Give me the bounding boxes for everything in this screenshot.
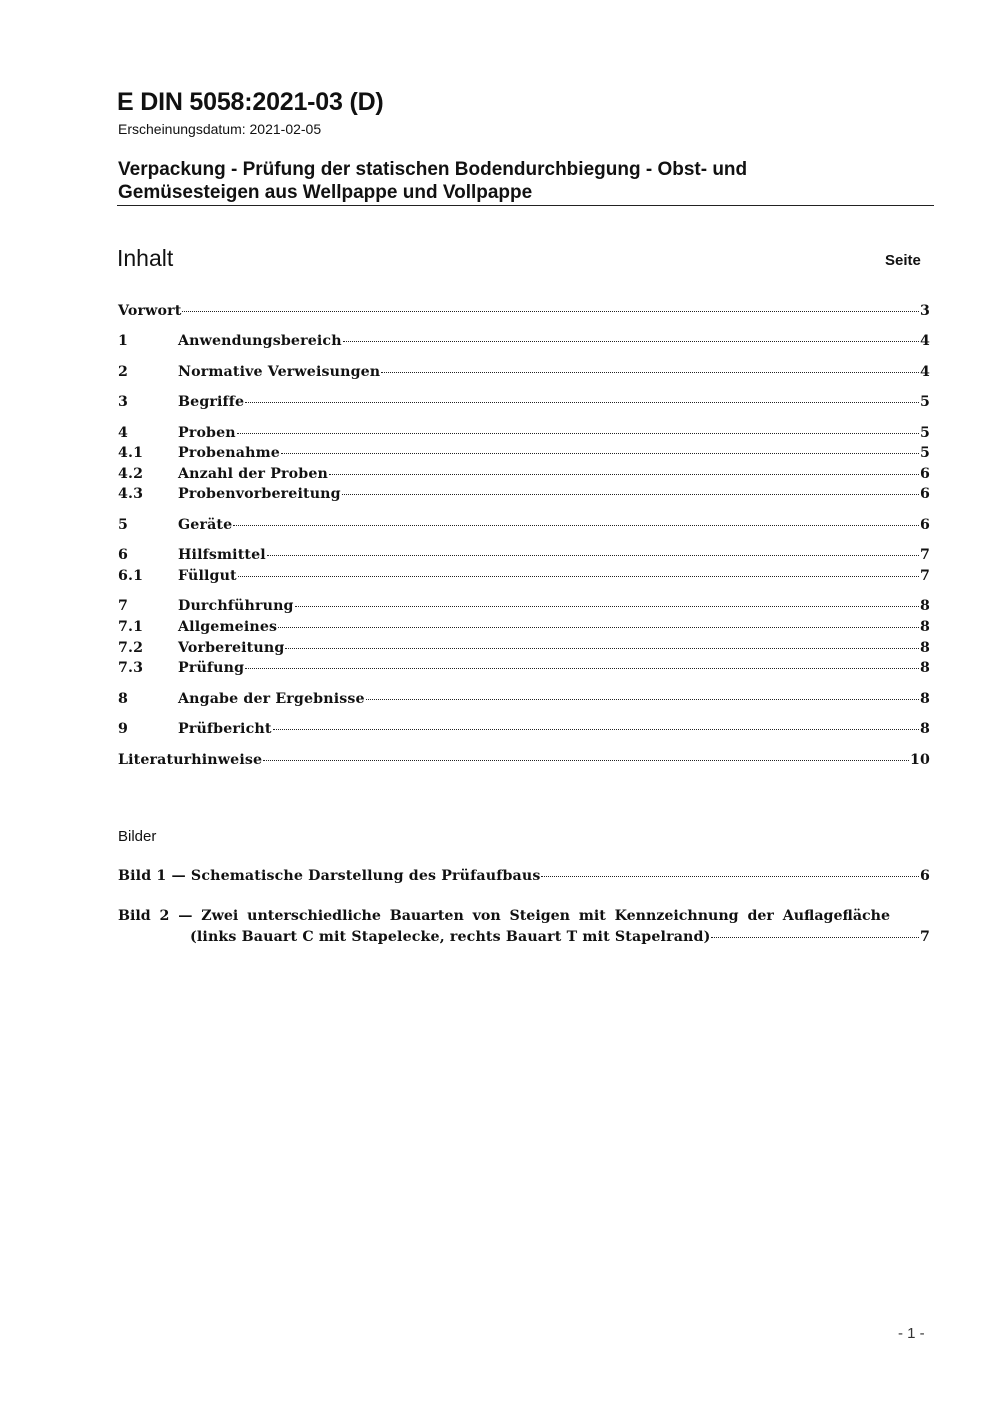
toc-entry-title: Anzahl der Proben: [178, 466, 328, 482]
toc-entry-title: Anwendungsbereich: [178, 333, 342, 349]
toc-entry-number: 7.2: [118, 640, 144, 656]
figures-heading: Bilder: [118, 828, 157, 845]
figure-entry-1[interactable]: [118, 868, 930, 888]
toc-leader: [343, 341, 919, 342]
toc-leader: [233, 525, 919, 526]
toc-entry-3[interactable]: [118, 394, 930, 414]
toc-entry-title: Normative Verweisungen: [178, 364, 381, 380]
toc-leader: [278, 627, 919, 628]
toc-entry-title: Geräte: [178, 517, 233, 533]
toc-leader: [267, 555, 919, 556]
toc-entry-title: Vorwort: [118, 303, 182, 319]
toc-entry-number: 1: [118, 333, 129, 349]
toc-leader: [295, 606, 919, 607]
document-id: E DIN 5058:2021-03 (D): [117, 88, 384, 116]
toc-leader: [263, 760, 909, 761]
toc-leader: [711, 937, 919, 938]
toc-leader: [342, 494, 919, 495]
toc-leader: [182, 311, 919, 312]
publication-date: Erscheinungsdatum: 2021-02-05: [118, 121, 322, 137]
toc-entry-title: Durchführung: [178, 598, 294, 614]
toc-entry-2[interactable]: [118, 364, 930, 384]
title-divider: [117, 205, 934, 206]
document-title-line-1: Verpackung - Prüfung der statischen Bodendurchbiegung - Obst- und: [118, 159, 748, 180]
toc-entry-title: Probenvorbereitung: [178, 486, 341, 502]
toc-entry-number: 2: [118, 364, 129, 380]
toc-leader: [541, 876, 919, 877]
toc-entry-vorwort[interactable]: [118, 303, 930, 323]
figure-entry-2-line-1[interactable]: Bild 2 — Zwei unterschiedliche Bauarten von Steigen mit Kennzeichnung der Auflagefläche: [118, 908, 890, 924]
toc-entry-page: 6: [919, 466, 930, 482]
page-number: - 1 -: [898, 1325, 925, 1342]
figure-entry-title: Bild 1 — Schematische Darstellung des Prüfaufbaus: [118, 868, 541, 884]
toc-entry-page: 5: [919, 445, 930, 461]
toc-entry-title: Prüfbericht: [178, 721, 272, 737]
toc-entry-page: 10: [909, 752, 930, 768]
toc-entry-page: 4: [919, 333, 930, 349]
toc-entry-4[interactable]: [118, 425, 930, 445]
toc-entry-page: 6: [919, 486, 930, 502]
toc-entry-title: Literaturhinweise: [118, 752, 263, 768]
toc-entry-number: 4.3: [118, 486, 144, 502]
toc-entry-title: Probenahme: [178, 445, 280, 461]
toc-entry-title: Vorbereitung: [178, 640, 285, 656]
toc-entry-page: 7: [919, 547, 930, 563]
toc-entry-page: 5: [919, 394, 930, 410]
figure-entry-title-continuation: (links Bauart C mit Stapelecke, rechts Bauart T mit Stapelrand): [190, 929, 711, 945]
toc-leader: [281, 453, 919, 454]
toc-entry-4-2[interactable]: [118, 466, 930, 486]
toc-leader: [366, 699, 919, 700]
toc-entry-6[interactable]: [118, 547, 930, 567]
toc-entry-page: 5: [919, 425, 930, 441]
toc-entry-7-1[interactable]: [118, 619, 930, 639]
toc-entry-4-1[interactable]: [118, 445, 930, 465]
toc-entry-7[interactable]: [118, 598, 930, 618]
toc-entry-number: 4: [118, 425, 129, 441]
toc-page-column-label: Seite: [885, 252, 921, 269]
toc-entry-title: Füllgut: [178, 568, 237, 584]
document-title-line-2: Gemüsesteigen aus Wellpappe und Vollpappe: [118, 182, 533, 203]
toc-entry-page: 8: [919, 660, 930, 676]
toc-entry-number: 6.1: [118, 568, 144, 584]
toc-entry-page: 8: [919, 619, 930, 635]
toc-entry-page: 6: [919, 517, 930, 533]
toc-entry-number: 7: [118, 598, 129, 614]
toc-entry-page: 8: [919, 721, 930, 737]
toc-entry-9[interactable]: [118, 721, 930, 741]
toc-entry-number: 5: [118, 517, 129, 533]
figure-entry-page: 6: [919, 868, 930, 884]
figure-entry-page: 7: [919, 929, 930, 945]
toc-entry-page: 3: [919, 303, 930, 319]
toc-entry-6-1[interactable]: [118, 568, 930, 588]
toc-entry-8[interactable]: [118, 691, 930, 711]
toc-entry-5[interactable]: [118, 517, 930, 537]
toc-entry-title: Prüfung: [178, 660, 245, 676]
toc-entry-page: 8: [919, 598, 930, 614]
toc-entry-literaturhinweise[interactable]: [118, 752, 930, 772]
toc-leader: [238, 576, 919, 577]
toc-leader: [285, 648, 919, 649]
toc-entry-page: 8: [919, 691, 930, 707]
toc-entry-title: Angabe der Ergebnisse: [178, 691, 365, 707]
toc-entry-4-3[interactable]: [118, 486, 930, 506]
toc-entry-7-3[interactable]: [118, 660, 930, 680]
toc-leader: [245, 668, 919, 669]
figure-entry-2-line-2[interactable]: [190, 929, 930, 949]
toc-entry-title: Proben: [178, 425, 236, 441]
toc-leader: [381, 372, 919, 373]
toc-entry-number: 9: [118, 721, 129, 737]
toc-heading: Inhalt: [117, 245, 174, 271]
toc-entry-number: 4.2: [118, 466, 144, 482]
toc-entry-page: 7: [919, 568, 930, 584]
toc-entry-7-2[interactable]: [118, 640, 930, 660]
toc-entry-number: 6: [118, 547, 129, 563]
toc-entry-number: 7.3: [118, 660, 144, 676]
toc-entry-title: Begriffe: [178, 394, 245, 410]
toc-entry-page: 8: [919, 640, 930, 656]
toc-entry-1[interactable]: [118, 333, 930, 353]
toc-entry-title: Allgemeines: [178, 619, 278, 635]
toc-entry-number: 8: [118, 691, 129, 707]
toc-entry-number: 4.1: [118, 445, 144, 461]
toc-leader: [273, 729, 919, 730]
toc-entry-number: 3: [118, 394, 129, 410]
toc-leader: [237, 433, 919, 434]
toc-leader: [245, 402, 919, 403]
document-title: [118, 158, 934, 204]
toc-entry-title: Hilfsmittel: [178, 547, 266, 563]
toc-entry-page: 4: [919, 364, 930, 380]
toc-leader: [329, 474, 919, 475]
toc-entry-number: 7.1: [118, 619, 144, 635]
